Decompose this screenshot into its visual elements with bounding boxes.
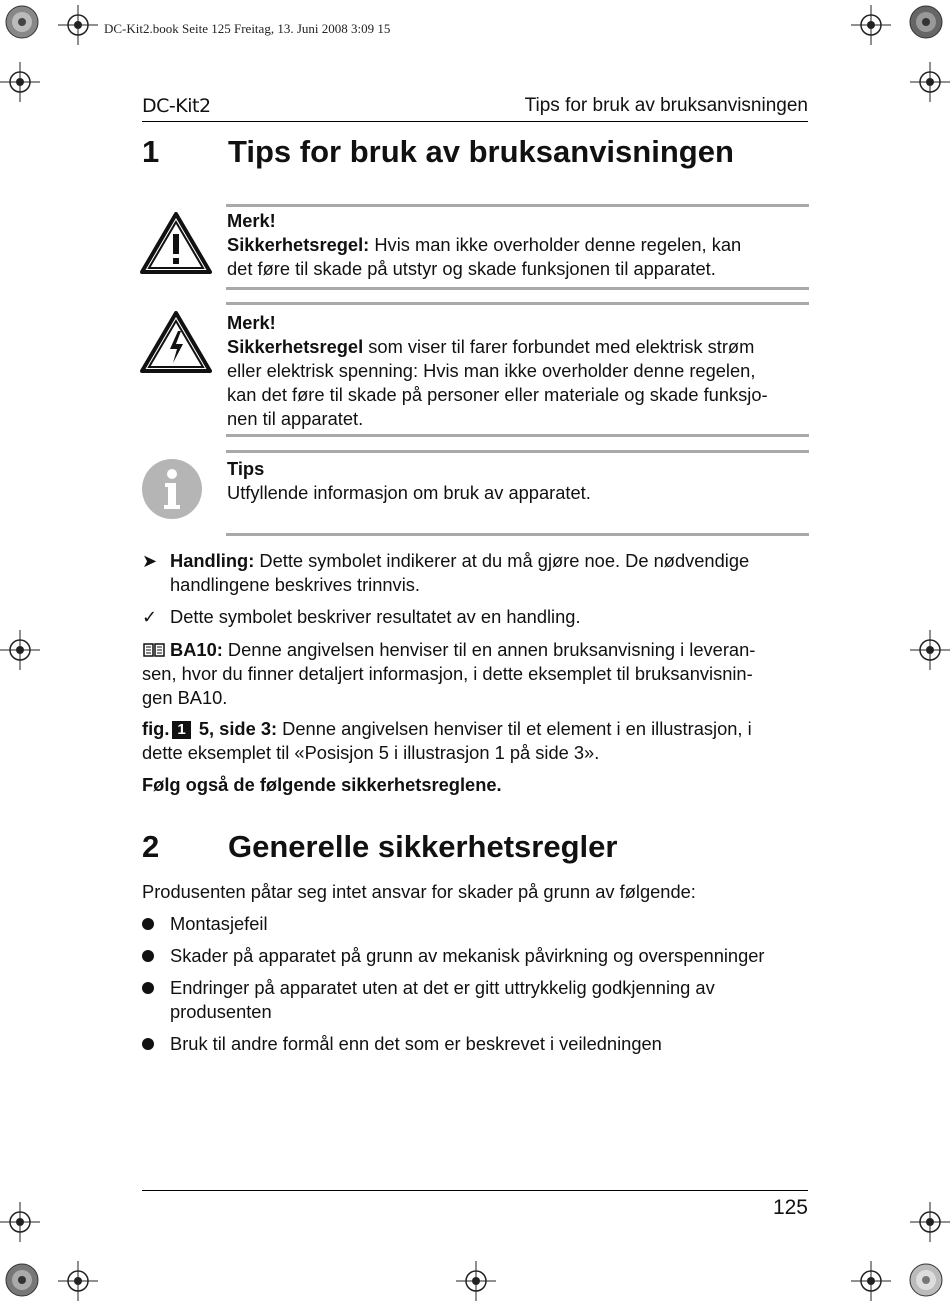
registration-mark-icon	[58, 5, 98, 45]
registration-mark-icon	[910, 1202, 950, 1242]
header-product: DC-Kit2	[142, 95, 211, 117]
handling-label: Handling:	[170, 550, 255, 571]
registration-mark-icon	[851, 1261, 891, 1301]
note-1	[227, 209, 812, 281]
section-2-intro: Produsenten påtar seg intet ansvar for skader på grunn av følgende:	[142, 881, 696, 902]
color-target-icon	[908, 1262, 944, 1298]
figure-ref-position: 5, side 3:	[193, 718, 278, 739]
reference-paragraph	[142, 638, 812, 710]
registration-mark-icon	[0, 630, 40, 670]
list-item: Bruk til andre formål enn det som er beskrevet i veiledningen	[170, 1033, 662, 1054]
note-1-line1: Hvis man ikke overholder denne regelen, kan	[369, 234, 742, 255]
bullet-icon	[142, 982, 154, 994]
handling-line2: handlingene beskrives trinnvis.	[170, 574, 420, 595]
tips-bottom-rule	[226, 533, 809, 536]
note-1-line2: det føre til skade på utstyr og skade funksjonen til apparatet.	[227, 258, 716, 279]
section-1-heading	[142, 134, 822, 174]
figure-number-box: 1	[172, 721, 190, 739]
figure-ref-label: fig.	[142, 718, 170, 739]
section-2-title: Generelle sikkerhetsregler	[228, 829, 618, 864]
reference-line2: sen, hvor du finner detaljert informasjon, i dette eksemplet til bruksanvisnin-	[142, 663, 753, 684]
info-icon	[141, 458, 203, 520]
tips-top-rule	[226, 450, 809, 453]
follow-note: Følg også de følgende sikkerhetsreglene.	[142, 774, 502, 795]
figure-ref-paragraph	[142, 717, 812, 765]
note-1-bottom-rule	[226, 287, 809, 290]
print-info: DC-Kit2.book Seite 125 Freitag, 13. Juni 2008 3:09 15	[104, 21, 391, 36]
checkmark-icon: ✓	[142, 607, 158, 627]
registration-mark-icon	[910, 62, 950, 102]
bullet-icon	[142, 1038, 154, 1050]
color-target-icon	[908, 4, 944, 40]
note-1-top-rule	[226, 204, 809, 207]
color-target-icon	[4, 4, 40, 40]
warning-triangle-icon	[140, 212, 212, 274]
note-2-heading: Merk!	[227, 312, 276, 333]
handling-text	[170, 549, 815, 597]
figure-ref-line1: Denne angivelsen henviser til et element i en illustrasjon, i	[277, 718, 752, 739]
page-number: 125	[772, 1196, 808, 1219]
reference-label: BA10:	[170, 639, 223, 660]
section-2-number: 2	[142, 829, 160, 864]
list-item-line1: Endringer på apparatet uten at det er gitt uttrykkelig godkjenning av	[170, 977, 715, 998]
handling-line1: Dette symbolet indikerer at du må gjøre noe. De nødvendige	[254, 550, 750, 571]
bullet-icon	[142, 950, 154, 962]
registration-mark-icon	[851, 5, 891, 45]
section-1-number: 1	[142, 134, 160, 169]
tips-note	[227, 457, 812, 505]
reference-line3: gen BA10.	[142, 687, 228, 708]
list-item: Montasjefeil	[170, 913, 268, 934]
note-2-line3: kan det føre til skade på personer eller materiale og skade funksjo-	[227, 384, 768, 405]
tips-heading: Tips	[227, 458, 265, 479]
note-2-label: Sikkerhetsregel	[227, 336, 364, 357]
note-2-bottom-rule	[226, 434, 809, 437]
header-chapter: Tips for bruk av bruksanvisningen	[524, 95, 808, 116]
bullet-icon	[142, 918, 154, 930]
footer-rule	[142, 1190, 808, 1191]
note-1-label: Sikkerhetsregel:	[227, 234, 370, 255]
note-2-line2: eller elektrisk spenning: Hvis man ikke overholder denne regelen,	[227, 360, 756, 381]
registration-mark-icon	[910, 630, 950, 670]
note-2-line1: som viser til farer forbundet med elektrisk strøm	[363, 336, 755, 357]
tips-text: Utfyllende informasjon om bruk av apparatet.	[227, 482, 591, 503]
book-icon	[142, 641, 166, 658]
note-1-heading: Merk!	[227, 210, 276, 231]
registration-mark-icon	[0, 62, 40, 102]
header-rule	[142, 121, 808, 122]
list-item-line2: produsenten	[170, 1001, 272, 1022]
figure-ref-line2: dette eksemplet til «Posisjon 5 i illustrasjon 1 på side 3».	[142, 742, 600, 763]
arrow-icon: ➤	[142, 551, 158, 571]
electric-hazard-icon	[140, 311, 212, 373]
note-2-top-rule	[226, 302, 809, 305]
registration-mark-icon	[456, 1261, 496, 1301]
section-2-heading	[142, 829, 822, 869]
result-text: Dette symbolet beskriver resultatet av en handling.	[170, 606, 581, 627]
reference-line1: Denne angivelsen henviser til en annen bruksanvisning i leveran-	[222, 639, 756, 660]
color-target-icon	[4, 1262, 40, 1298]
registration-mark-icon	[0, 1202, 40, 1242]
note-2-line4: nen til apparatet.	[227, 408, 364, 429]
list-item: Skader på apparatet på grunn av mekanisk påvirkning og overspenninger	[170, 945, 765, 966]
registration-mark-icon	[58, 1261, 98, 1301]
list-item	[170, 976, 815, 1024]
note-2	[227, 311, 812, 431]
section-1-title: Tips for bruk av bruksanvisningen	[228, 134, 734, 169]
